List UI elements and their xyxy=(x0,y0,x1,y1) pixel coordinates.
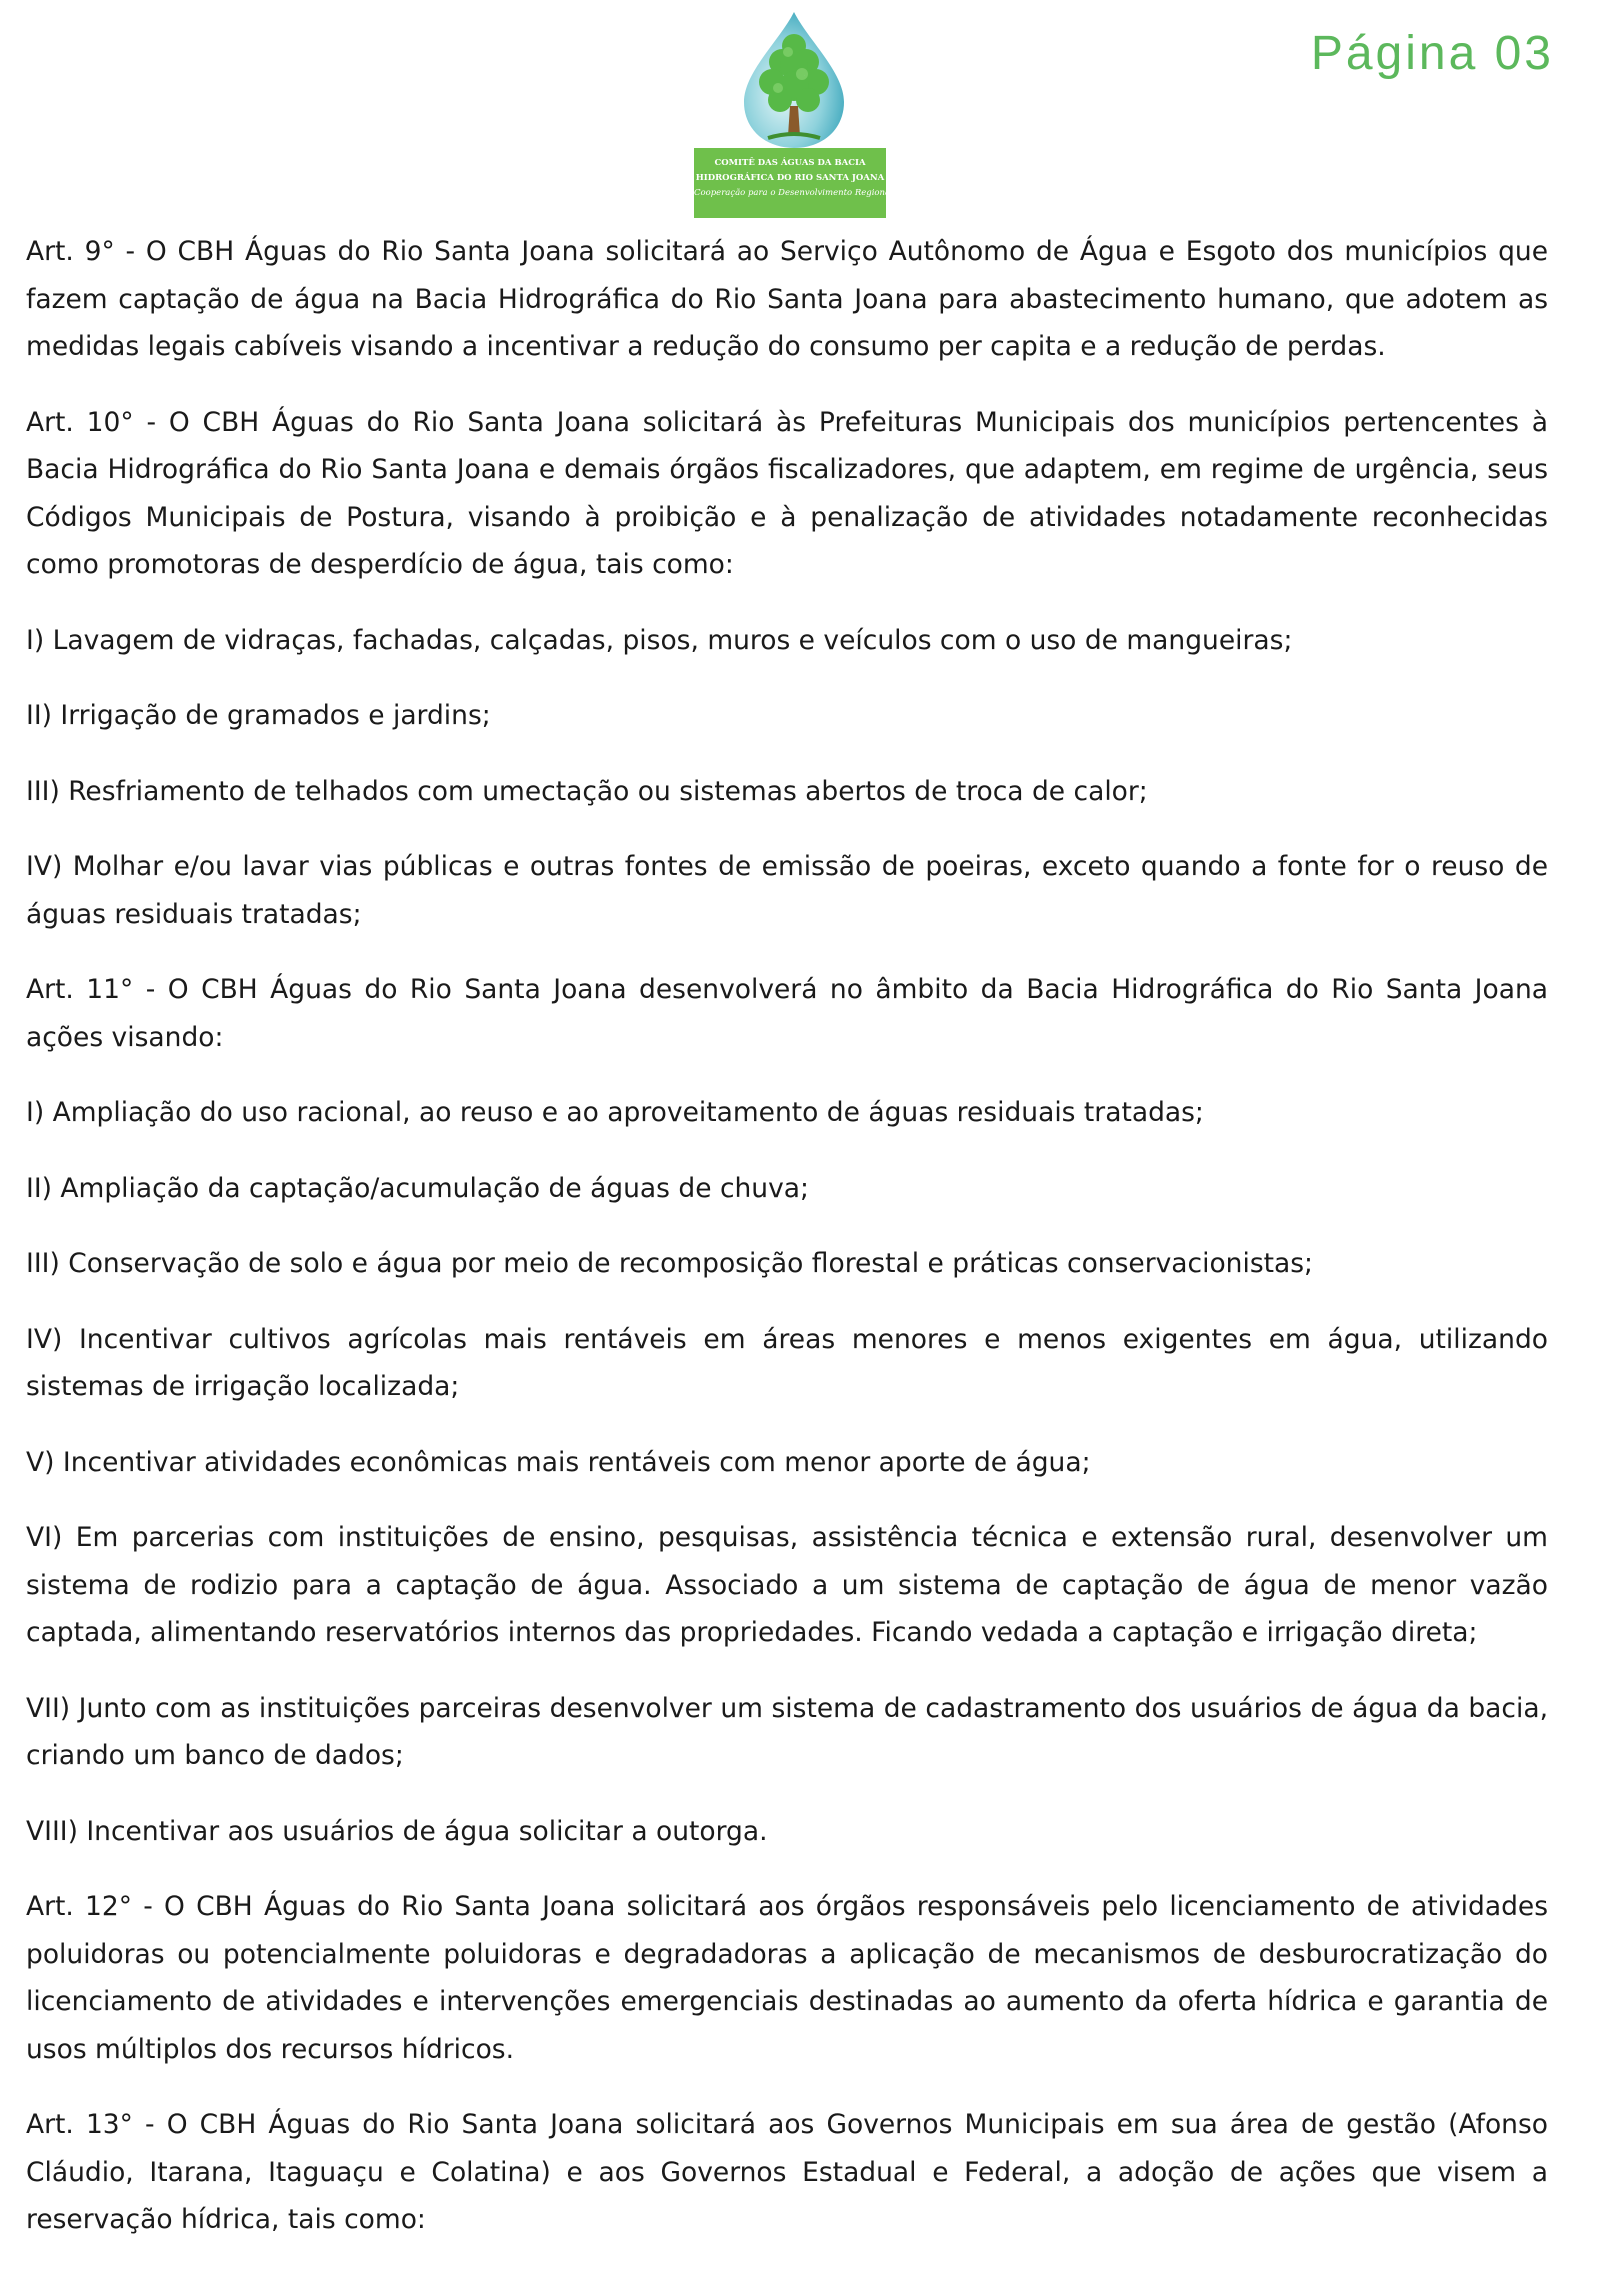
paragraph-art-11: Art. 11° - O CBH Águas do Rio Santa Joana desenvolverá no âmbito da Bacia Hidrográfica do Rio Santa Joana ações visando: xyxy=(26,974,1548,1053)
list-item-art11-viii: VIII) Incentivar aos usuários de água solicitar a outorga. xyxy=(26,1815,768,1847)
paragraph-art-13: Art. 13° - O CBH Águas do Rio Santa Joana solicitará aos Governos Municipais em sua área de gestão (Afonso Cláudio, Itarana, Itaguaçu e Colatina) e aos Governos Estadual e Federal, a adoção de ações que visem a reservação hídrica, tais como: xyxy=(26,2109,1548,2235)
logo-text-line1: COMITÊ DAS ÁGUAS DA BACIA xyxy=(714,158,866,168)
logo-text-line2: HIDROGRÁFICA DO RIO SANTA JOANA xyxy=(695,173,885,183)
list-item-art10-ii: II) Irrigação de gramados e jardins; xyxy=(26,700,491,731)
committee-logo xyxy=(694,10,893,220)
paragraph-art-9: Art. 9° - O CBH Águas do Rio Santa Joana solicitará ao Serviço Autônomo de Água e Esgoto dos municípios que fazem captação de água na Bacia Hidrográfica do Rio Santa Joana para abastecimento humano, que adotem as medidas legais cabíveis visando a incentivar a redução do consumo per capita e a redução de perdas. xyxy=(26,236,1548,362)
paragraph-art-10: Art. 10° - O CBH Águas do Rio Santa Joana solicitará às Prefeituras Municipais dos municípios pertencentes à Bacia Hidrográfica do Rio Santa Joana e demais órgãos fiscalizadores, que adaptem, em regime de urgência, seus Códigos Municipais de Postura, visando à proibição e à penalização de atividades notadamente reconhecidas como promotoras de desperdício de água, tais como: xyxy=(26,406,1548,580)
list-item-art10-iv: IV) Molhar e/ou lavar vias públicas e outras fontes de emissão de poeiras, exceto quando a fonte for o reuso de águas residuais tratadas; xyxy=(26,851,1548,930)
list-item-art10-iii: III) Resfriamento de telhados com umectação ou sistemas abertos de troca de calor; xyxy=(26,775,1148,807)
page-number: Página 03 xyxy=(1310,27,1554,80)
water-drop-tree-icon xyxy=(740,10,848,150)
list-item-art10-i: I) Lavagem de vidraças, fachadas, calçadas, pisos, muros e veículos com o uso de mangueiras; xyxy=(26,624,1293,656)
list-item-art11-i: I) Ampliação do uso racional, ao reuso e ao aproveitamento de águas residuais tratadas; xyxy=(26,1097,1204,1128)
logo-text-line3: Cooperação para o Desenvolvimento Regional xyxy=(694,188,893,198)
document-body xyxy=(26,228,1548,2272)
logo-banner xyxy=(694,148,893,218)
list-item-art11-v: V) Incentivar atividades econômicas mais rentáveis com menor aporte de água; xyxy=(26,1446,1091,1478)
list-item-art11-iv: IV) Incentivar cultivos agrícolas mais rentáveis em áreas menores e menos exigentes em água, utilizando sistemas de irrigação localizada; xyxy=(26,1323,1548,1402)
list-item-art11-vii: VII) Junto com as instituições parceiras desenvolver um sistema de cadastramento dos usuários de água da bacia, criando um banco de dados; xyxy=(26,1692,1548,1771)
paragraph-art-12: Art. 12° - O CBH Águas do Rio Santa Joana solicitará aos órgãos responsáveis pelo licenciamento de atividades poluidoras ou potencialmente poluidoras e degradadoras a aplicação de mecanismos de desburocratização do licenciamento de atividades e intervenções emergenciais destinadas ao aumento da oferta hídrica e garantia de usos múltiplos dos recursos hídricos. xyxy=(26,1891,1548,2065)
list-item-art11-iii: III) Conservação de solo e água por meio de recomposição florestal e práticas conservacionistas; xyxy=(26,1248,1313,1279)
list-item-art11-ii: II) Ampliação da captação/acumulação de águas de chuva; xyxy=(26,1172,809,1204)
list-item-art11-vi: VI) Em parcerias com instituições de ensino, pesquisas, assistência técnica e extensão rural, desenvolver um sistema de rodizio para a captação de água. Associado a um sistema de captação de água de menor vazão captada, alimentando reservatórios internos das propriedades. Ficando vedada a captação e irrigação direta; xyxy=(26,1522,1548,1648)
